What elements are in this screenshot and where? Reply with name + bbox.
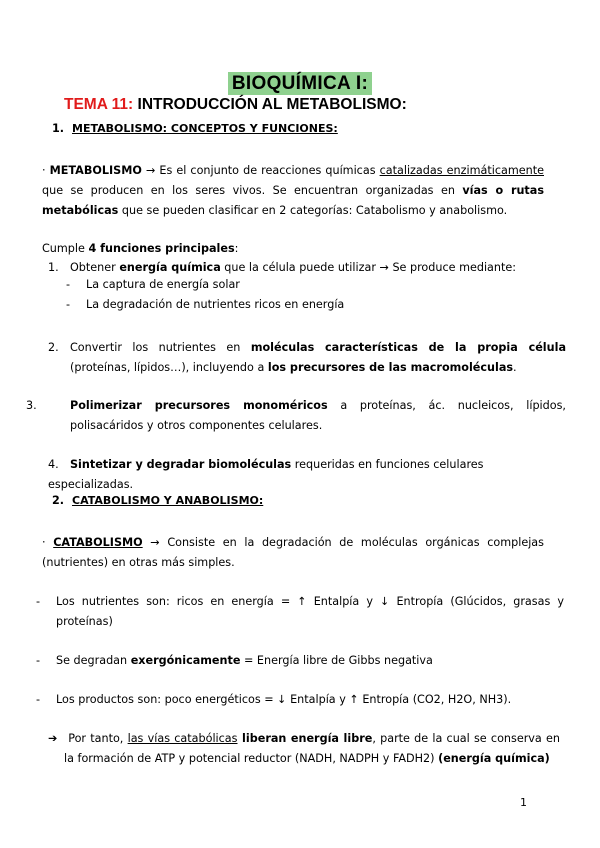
conclusion: ➔ Por tanto, las vías catabólicas liberan energía libre, parte de la cual se conserva en la formación de ATP y potencial reductor (NADH, NADPH y FADH2) (energía química) xyxy=(48,729,560,769)
topic-heading: TEMA 11: INTRODUCCIÓN AL METABOLISMO: xyxy=(64,96,407,113)
function-2: 2. Convertir los nutrientes en moléculas características de la propia célula (proteínas, lípidos…), incluyendo a los precursores de las macromoléculas. xyxy=(48,341,566,374)
function-4: 4. Sintetizar y degradar biomoléculas requeridas en funciones celulares especializadas. xyxy=(48,458,484,491)
page-number: 1 xyxy=(520,796,527,809)
arrow-icon: ➔ xyxy=(48,732,58,745)
catabolismo-definition: · CATABOLISMO → Consiste en la degradación de moléculas orgánicas complejas (nutrientes) en otras más simples. xyxy=(42,536,544,569)
function-3: 3. Polimerizar precursores monoméricos a proteínas, ác. nucleicos, lípidos, polisacáridos y otros componentes celulares. xyxy=(26,399,566,432)
function-1-sub-a: - La captura de energía solar xyxy=(66,278,240,291)
section-1-heading: 1. METABOLISMO: CONCEPTOS Y FUNCIONES: xyxy=(52,122,338,135)
function-1: 1. Obtener energía química que la célula puede utilizar → Se produce mediante: xyxy=(48,261,517,274)
function-1-sub-b: - La degradación de nutrientes ricos en energía xyxy=(66,298,345,311)
metabolismo-definition: · METABOLISMO → Es el conjunto de reacciones químicas catalizadas enzimáticamente que se producen en los seres vivos. Se encuentran organizadas en vías o rutas metabólicas que se pueden clasificar en 2 categorías: Catabolismo y anabolismo. xyxy=(42,164,544,217)
functions-intro: Cumple 4 funciones principales: xyxy=(42,242,239,255)
section-2-heading: 2. CATABOLISMO Y ANABOLISMO: xyxy=(52,494,264,507)
catabolism-point-2: - Se degradan exergónicamente = Energía libre de Gibbs negativa xyxy=(36,654,433,667)
document-title: BIOQUÍMICA I: xyxy=(0,73,600,95)
catabolism-point-3: - Los productos son: poco energéticos = ↓ Entalpía y ↑ Entropía (CO2, H2O, NH3). xyxy=(36,693,512,706)
catabolism-point-1: - Los nutrientes son: ricos en energía = ↑ Entalpía y ↓ Entropía (Glúcidos, grasas y proteínas) xyxy=(36,595,564,628)
